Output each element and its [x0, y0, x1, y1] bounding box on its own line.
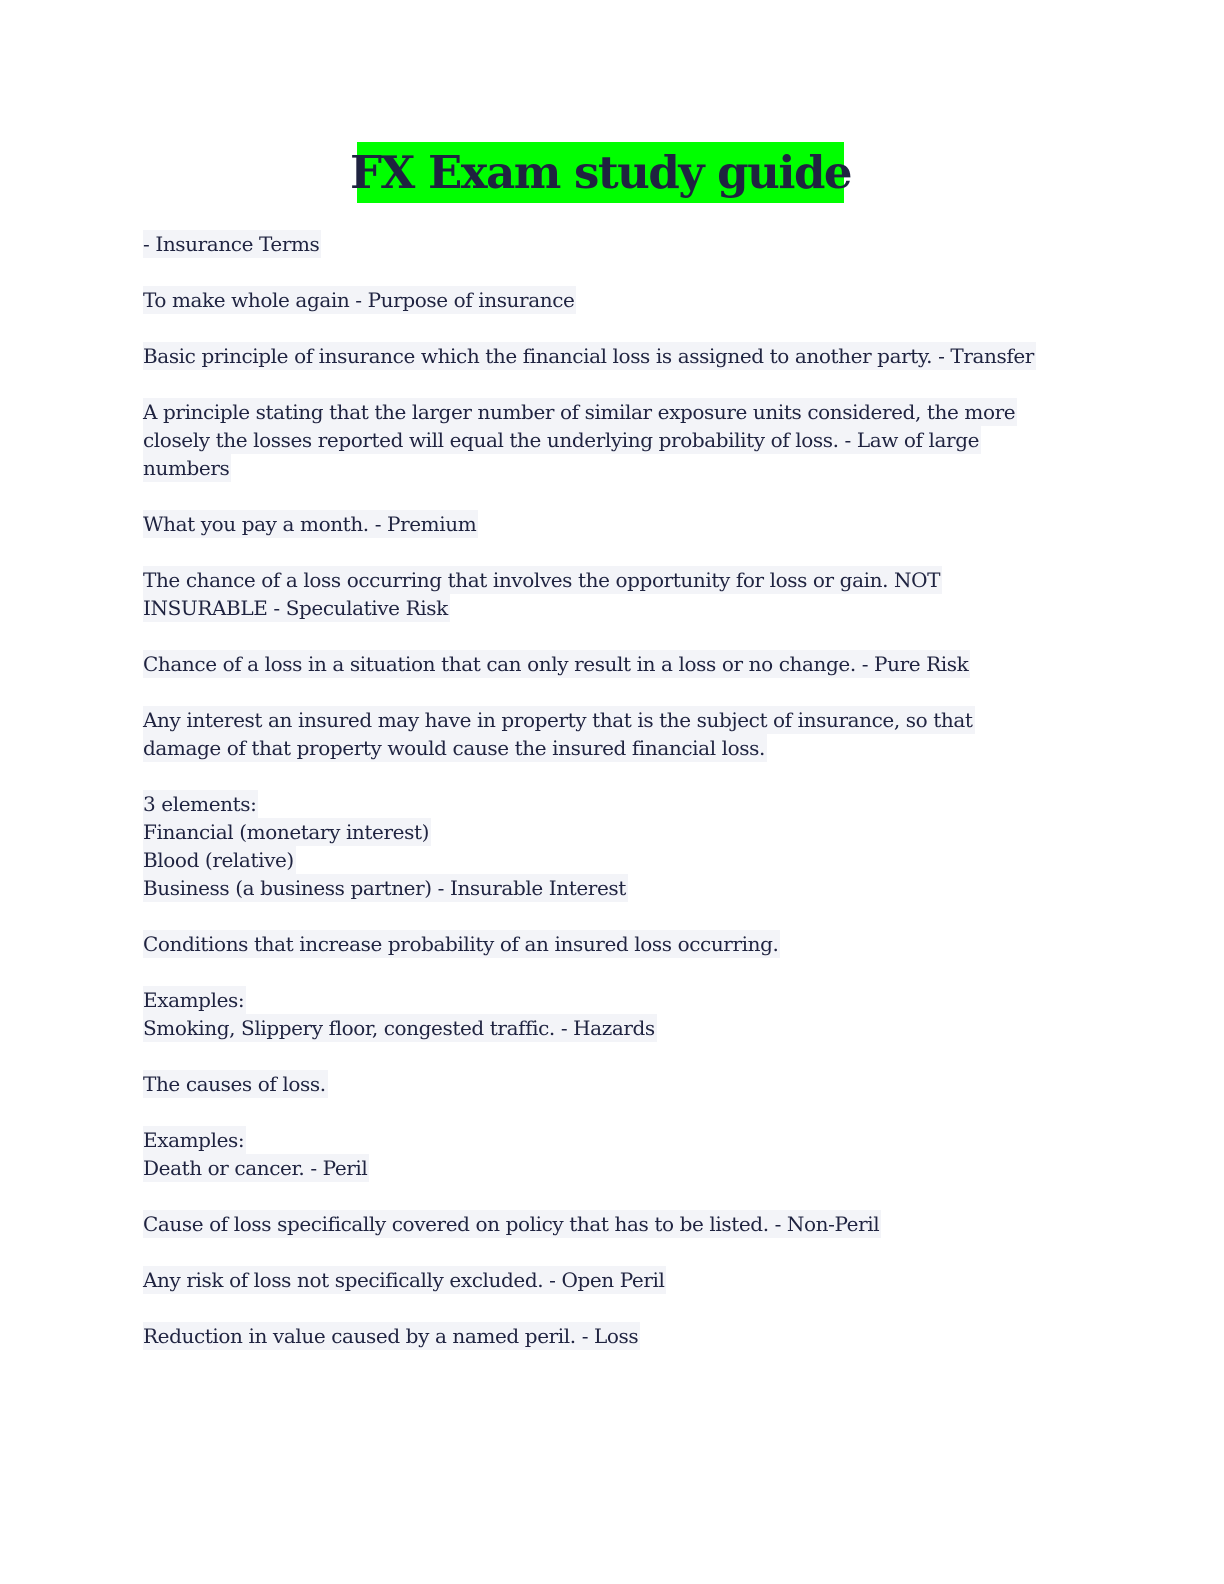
entry-line: Business (a business partner) - Insurable Interest — [143, 876, 626, 900]
entry-line: Cause of loss specifically covered on policy that has to be listed. - Non-Peril — [143, 1212, 880, 1236]
study-entry — [143, 930, 1103, 958]
entry-line: What you pay a month. - Premium — [143, 512, 477, 536]
study-entry — [143, 230, 1103, 258]
study-guide-content — [143, 230, 1103, 1378]
study-entry — [143, 706, 1103, 762]
entry-line: Any interest an insured may have in property that is the subject of insurance, so that — [143, 708, 973, 732]
entry-line: Smoking, Slippery floor, congested traffic. - Hazards — [143, 1016, 655, 1040]
study-entry — [143, 650, 1103, 678]
entry-line: Basic principle of insurance which the financial loss is assigned to another party. - Transfer — [143, 344, 1034, 368]
study-entry — [143, 286, 1103, 314]
entry-line: The chance of a loss occurring that involves the opportunity for loss or gain. NOT — [143, 568, 941, 592]
entry-line: Examples: — [143, 1128, 245, 1152]
document-title: FX Exam study guide — [349, 146, 852, 199]
entry-line: - Insurance Terms — [143, 232, 320, 256]
entry-line: Financial (monetary interest) — [143, 820, 429, 844]
entry-line: 3 elements: — [143, 792, 257, 816]
entry-line: damage of that property would cause the insured financial loss. — [143, 736, 765, 760]
entry-line: numbers — [143, 456, 230, 480]
study-entry — [143, 1210, 1103, 1238]
title-highlight — [349, 142, 852, 203]
entry-line: INSURABLE - Speculative Risk — [143, 596, 448, 620]
study-entry — [143, 1126, 1103, 1182]
entry-line: closely the losses reported will equal the underlying probability of loss. - Law of large — [143, 428, 980, 452]
entry-line: A principle stating that the larger number of similar exposure units considered, the more — [143, 400, 1016, 424]
entry-line: Conditions that increase probability of an insured loss occurring. — [143, 932, 779, 956]
study-entry — [143, 1070, 1103, 1098]
entry-line: The causes of loss. — [143, 1072, 326, 1096]
study-entry — [143, 1266, 1103, 1294]
entry-line: Blood (relative) — [143, 848, 294, 872]
entry-line: Reduction in value caused by a named peril. - Loss — [143, 1324, 639, 1348]
study-entry — [143, 1322, 1103, 1350]
study-entry — [143, 510, 1103, 538]
entry-line: Any risk of loss not specifically excluded. - Open Peril — [143, 1268, 665, 1292]
entry-line: Chance of a loss in a situation that can only result in a loss or no change. - Pure Risk — [143, 652, 969, 676]
study-entry — [143, 398, 1103, 482]
study-entry — [143, 986, 1103, 1042]
study-entry — [143, 566, 1103, 622]
entry-line: Death or cancer. - Peril — [143, 1156, 368, 1180]
study-entry — [143, 790, 1103, 902]
entry-line: Examples: — [143, 988, 245, 1012]
entry-line: To make whole again - Purpose of insurance — [143, 288, 575, 312]
study-entry — [143, 342, 1103, 370]
